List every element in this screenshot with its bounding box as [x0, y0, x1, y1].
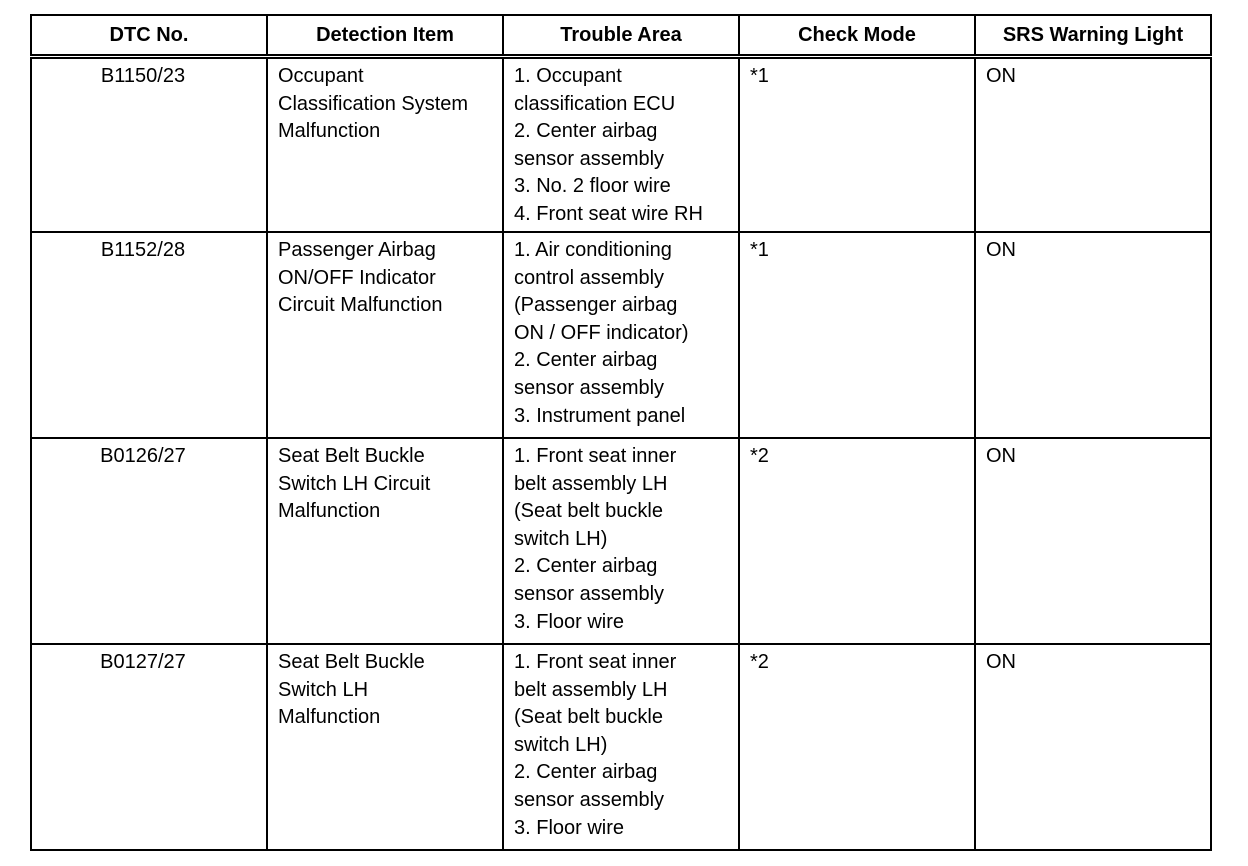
text-line: Malfunction	[278, 120, 381, 143]
check-mode: *2	[739, 644, 975, 850]
trouble-area	[503, 644, 739, 850]
text-line: Malfunction	[278, 500, 381, 523]
text-line: 3. No. 2 floor wire	[514, 175, 671, 198]
table-row	[31, 232, 1211, 438]
text-line: sensor assembly	[514, 788, 665, 811]
text-line: switch LH)	[514, 733, 608, 756]
header-row	[31, 15, 1211, 57]
trouble-area	[503, 57, 739, 233]
detection-item	[267, 644, 503, 850]
text-line: (Passenger airbag	[514, 294, 678, 317]
text-line: Classification System	[278, 92, 469, 115]
dtc-number: B1150/23	[31, 57, 267, 233]
text-line: belt assembly LH	[514, 472, 668, 495]
text-line: 1. Air conditioning	[514, 239, 672, 261]
text-line: Occupant	[278, 65, 364, 87]
text-line: 2. Center airbag	[514, 761, 658, 784]
header-trouble-area: Trouble Area	[503, 15, 739, 57]
trouble-area	[503, 232, 739, 438]
text-line: Passenger Airbag	[278, 239, 436, 261]
text-line: 1. Front seat inner	[514, 445, 677, 467]
dtc-number: B0126/27	[31, 438, 267, 644]
text-line: 1. Occupant	[514, 65, 622, 87]
text-line: Malfunction	[278, 706, 381, 729]
text-line: ON / OFF indicator)	[514, 321, 689, 344]
dtc-number: B0127/27	[31, 644, 267, 850]
text-line: 2. Center airbag	[514, 120, 658, 143]
text-line: Switch LH Circuit	[278, 472, 431, 495]
text-line: 3. Floor wire	[514, 816, 625, 839]
text-line: (Seat belt buckle	[514, 500, 663, 523]
text-line: sensor assembly	[514, 582, 665, 605]
text-line: 2. Center airbag	[514, 555, 658, 578]
table-header	[31, 15, 1211, 57]
text-line: sensor assembly	[514, 376, 665, 399]
srs-warning-light: ON	[975, 57, 1211, 233]
text-line: Seat Belt Buckle	[278, 651, 425, 673]
check-mode: *1	[739, 232, 975, 438]
header-detection-item: Detection Item	[267, 15, 503, 57]
text-line: 3. Floor wire	[514, 610, 625, 633]
text-line: (Seat belt buckle	[514, 706, 663, 729]
text-line: classification ECU	[514, 92, 676, 115]
srs-warning-light: ON	[975, 644, 1211, 850]
srs-warning-light: ON	[975, 232, 1211, 438]
detection-item	[267, 438, 503, 644]
text-line: Switch LH	[278, 678, 369, 701]
text-line: switch LH)	[514, 527, 608, 550]
detection-item	[267, 232, 503, 438]
dtc-number: B1152/28	[31, 232, 267, 438]
text-line: 4. Front seat wire RH	[514, 202, 703, 225]
header-srs-warning-light: SRS Warning Light	[975, 15, 1211, 57]
text-line: Circuit Malfunction	[278, 294, 443, 317]
header-check-mode: Check Mode	[739, 15, 975, 57]
dtc-table	[30, 14, 1212, 851]
trouble-area	[503, 438, 739, 644]
header-dtc-no: DTC No.	[31, 15, 267, 57]
check-mode: *2	[739, 438, 975, 644]
text-line: sensor assembly	[514, 147, 665, 170]
table-row	[31, 438, 1211, 644]
table-row	[31, 644, 1211, 850]
text-line: 3. Instrument panel	[514, 404, 686, 427]
text-line: control assembly	[514, 266, 665, 289]
srs-warning-light: ON	[975, 438, 1211, 644]
detection-item	[267, 57, 503, 233]
check-mode: *1	[739, 57, 975, 233]
text-line: Seat Belt Buckle	[278, 445, 425, 467]
text-line: 2. Center airbag	[514, 349, 658, 372]
text-line: belt assembly LH	[514, 678, 668, 701]
table-row	[31, 57, 1211, 233]
text-line: ON/OFF Indicator	[278, 266, 436, 289]
text-line: 1. Front seat inner	[514, 651, 677, 673]
